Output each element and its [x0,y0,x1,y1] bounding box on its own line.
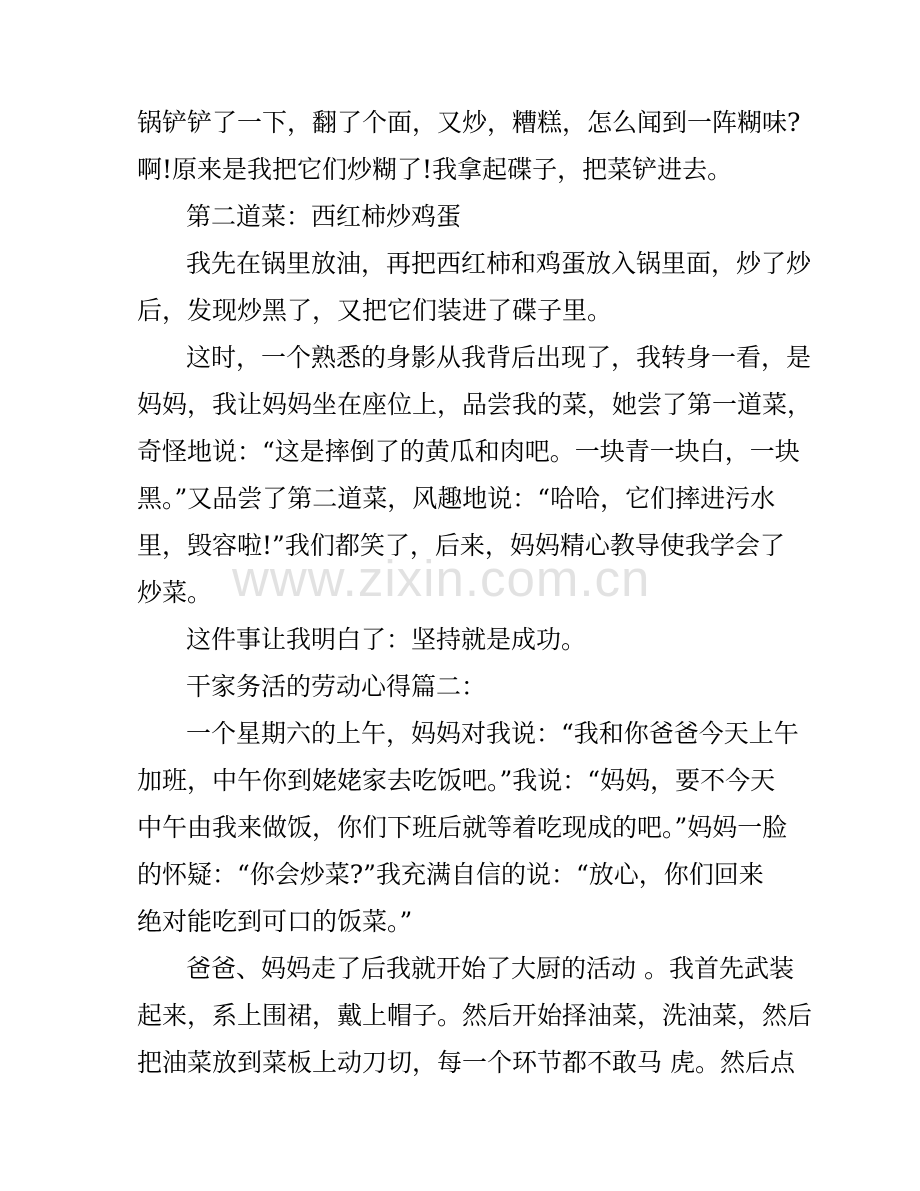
section-heading: 干家务活的劳动心得篇二： [186,672,487,701]
text-line: 我先在锅里放油，再把西红柿和鸡蛋放入锅里面，炒了炒 [186,249,812,278]
text-line: 一个星期六的上午，妈妈对我说：“我和你爸爸今天上午 [186,719,799,748]
text-line: 把油菜放到菜板上动刀切，每一个环节都不敢马 虎。然后点 [137,1048,795,1077]
text-line: 加班，中午你到姥姥家去吃饭吧。”我说：“妈妈，要不今天 [137,766,776,795]
text-line: 这件事让我明白了：坚持就是成功。 [186,625,587,654]
text-line: 这时，一个熟悉的身影从我背后出现了，我转身一看，是 [186,343,812,372]
watermark: www.zixin.com.cn [232,550,651,607]
text-line: 的怀疑：“你会炒菜?”我充满自信的说：“放心，你们回来 [137,860,764,889]
text-line: 爸爸、妈妈走了后我就开始了大厨的活动 。我首先武装 [186,954,794,983]
text-line: 后，发现炒黑了，又把它们装进了碟子里。 [137,296,613,325]
text-line: 绝对能吃到可口的饭菜。” [137,907,413,936]
text-line: 锅铲铲了一下，翻了个面，又炒，糟糕，怎么闻到一阵糊味? [137,108,801,137]
text-line: 里，毁容啦!”我们都笑了，后来，妈妈精心教导使我学会了 [137,531,785,560]
text-line: 炒菜。 [137,578,213,607]
text-line: 妈妈，我让妈妈坐在座位上，品尝我的菜，她尝了第一道菜， [137,390,813,419]
section-heading: 第二道菜：西红柿炒鸡蛋 [186,202,462,231]
text-line: 中午由我来做饭，你们下班后就等着吃现成的吧。”妈妈一脸 [137,813,788,842]
text-line: 奇怪地说：“这是摔倒了的黄瓜和肉吧。一块青一块白，一块 [137,437,800,466]
text-line: 啊!原来是我把它们炒糊了!我拿起碟子，把菜铲进去。 [137,155,733,184]
text-line: 黑。”又品尝了第二道菜，风趣地说：“哈哈，它们摔进污水 [137,484,776,513]
text-line: 起来，系上围裙，戴上帽子。然后开始择油菜，洗油菜，然后 [137,1001,813,1030]
